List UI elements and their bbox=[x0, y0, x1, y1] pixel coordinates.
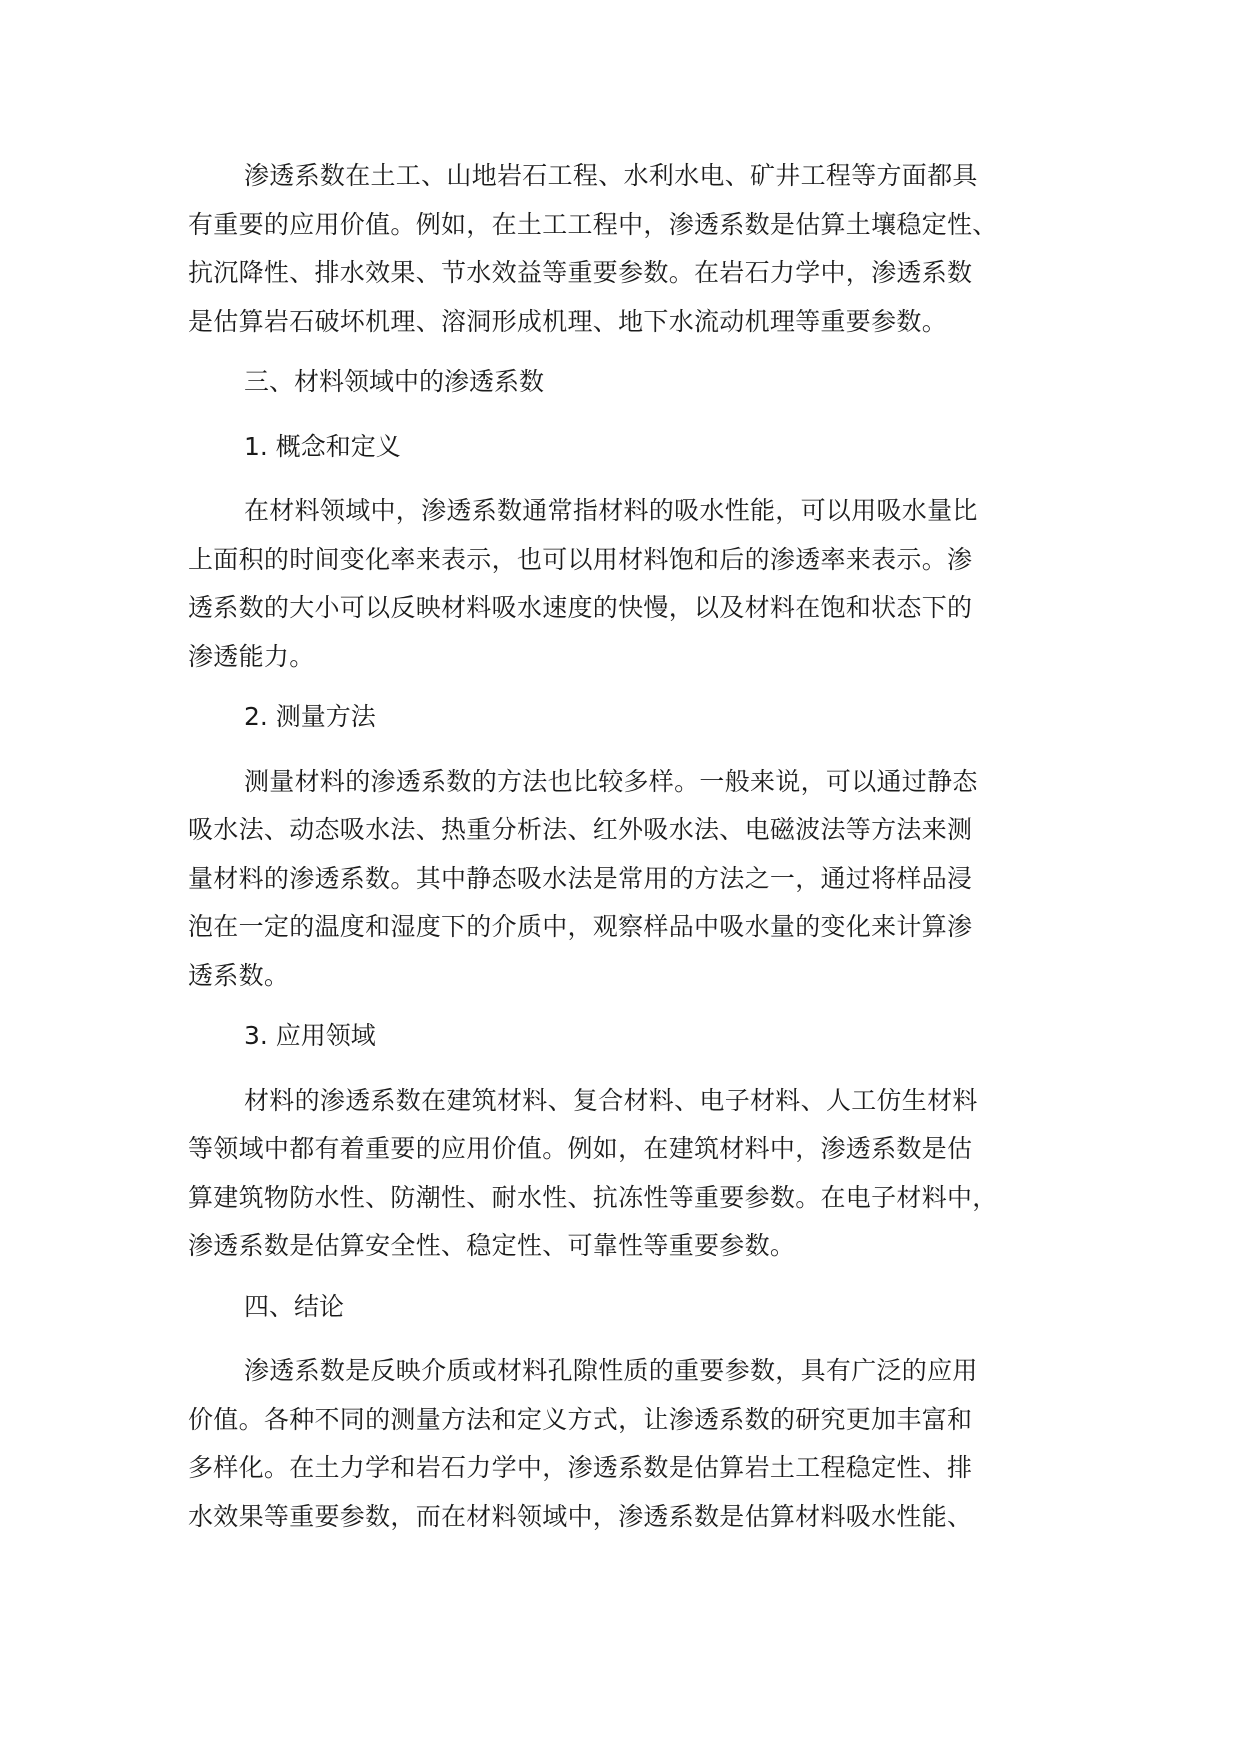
text-line: 算建筑物防水性、防潮性、耐水性、抗冻性等重要参数。在电子材料中， bbox=[188, 1182, 998, 1212]
text-line: 有重要的应用价值。例如，在土工工程中，渗透系数是估算土壤稳定性、 bbox=[188, 209, 998, 239]
document-body bbox=[188, 152, 1088, 1553]
text-line: 材料的渗透系数在建筑材料、复合材料、电子材料、人工仿生材料 bbox=[244, 1085, 978, 1115]
text-line: 是估算岩石破坏机理、溶洞形成机理、地下水流动机理等重要参数。 bbox=[188, 306, 948, 336]
text-line: 价值。各种不同的测量方法和定义方式，让渗透系数的研究更加丰富和 bbox=[188, 1404, 973, 1434]
text-line: 渗透系数是估算安全性、稳定性、可靠性等重要参数。 bbox=[188, 1231, 796, 1260]
text-line: 多样化。在土力学和岩石力学中，渗透系数是估算岩土工程稳定性、排 bbox=[188, 1453, 973, 1482]
paragraph-definition bbox=[188, 487, 1088, 681]
text-line: 渗透系数是反映介质或材料孔隙性质的重要参数，具有广泛的应用 bbox=[244, 1356, 978, 1385]
subheading-measurement-methods: 2. 测量方法 bbox=[244, 702, 376, 731]
subheading-application-fields: 3. 应用领域 bbox=[244, 1021, 376, 1050]
paragraph-applications bbox=[188, 1077, 1088, 1271]
text-line: 渗透系数在土工、山地岩石工程、水利水电、矿井工程等方面都具 bbox=[244, 161, 978, 190]
subheading-concept-definition: 1. 概念和定义 bbox=[244, 431, 401, 461]
paragraph-measurement bbox=[188, 758, 1088, 1001]
text-line: 水效果等重要参数，而在材料领域中，渗透系数是估算材料吸水性能、 bbox=[188, 1501, 973, 1531]
text-line: 量材料的渗透系数。其中静态吸水法是常用的方法之一，通过将样品浸 bbox=[188, 863, 973, 893]
text-line: 泡在一定的温度和湿度下的介质中，观察样品中吸水量的变化来计算渗 bbox=[188, 912, 973, 941]
text-line: 抗沉降性、排水效果、节水效益等重要参数。在岩石力学中，渗透系数 bbox=[188, 258, 973, 287]
section-heading-4: 四、结论 bbox=[244, 1291, 345, 1321]
text-line: 吸水法、动态吸水法、热重分析法、红外吸水法、电磁波法等方法来测 bbox=[188, 815, 973, 844]
paragraph-conclusion bbox=[188, 1347, 1088, 1541]
text-line: 透系数。 bbox=[188, 960, 290, 990]
text-line: 透系数的大小可以反映材料吸水速度的快慢，以及材料在饱和状态下的 bbox=[188, 593, 973, 622]
text-line: 测量材料的渗透系数的方法也比较多样。一般来说，可以通过静态 bbox=[244, 766, 978, 796]
text-line: 在材料领域中，渗透系数通常指材料的吸水性能，可以用吸水量比 bbox=[244, 496, 978, 525]
text-line: 渗透能力。 bbox=[188, 641, 315, 671]
text-line: 等领域中都有着重要的应用价值。例如，在建筑材料中，渗透系数是估 bbox=[188, 1134, 973, 1163]
paragraph-geotechnical-applications bbox=[188, 152, 1088, 346]
text-line: 上面积的时间变化率来表示，也可以用材料饱和后的渗透率来表示。渗 bbox=[188, 544, 973, 574]
section-heading-3: 三、材料领域中的渗透系数 bbox=[244, 367, 545, 396]
